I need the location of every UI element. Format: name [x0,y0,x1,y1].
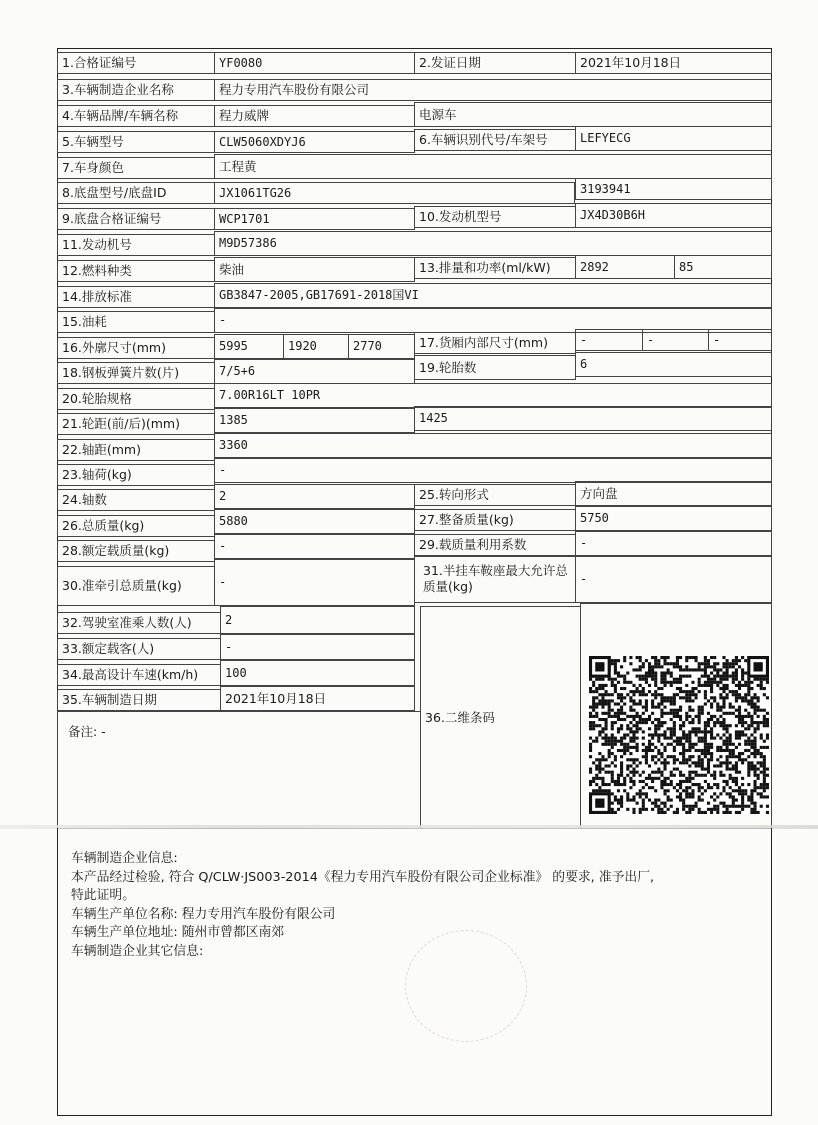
value-engine-model: JX4D30B6H [575,203,772,228]
certification-text: 特此证明。 [71,888,135,904]
label-certificate-number: 1.合格证编号 [57,52,215,74]
other-info: 车辆制造企业其它信息: [71,943,204,959]
value-wheelbase: 3360 [214,433,772,458]
value-power: 85 [674,255,772,279]
value-gross-mass: 5880 [214,509,415,534]
value-rated-passengers: - [220,634,415,660]
label-track: 21.轮距(前/后)(mm) [57,413,215,435]
label-axle-load: 23.轴荷(kg) [57,464,215,486]
value-rated-load: - [214,534,415,559]
label-qr-code: 36.二维条码 [420,606,581,829]
producer-address: 车辆生产单位地址: 随州市曾都区南郊 [71,925,285,941]
label-tire-spec: 20.轮胎规格 [57,388,215,410]
value-fuel-type: 柴油 [214,257,415,282]
label-wheelbase: 22.轴距(mm) [57,439,215,461]
label-chassis-model: 8.底盘型号/底盘ID [57,182,215,204]
label-towing-mass: 30.准牵引总质量(kg) [57,566,215,606]
label-load-coefficient: 29.载质量利用系数 [414,534,576,556]
value-vehicle-name: 电源车 [414,102,772,127]
label-fuel-type: 12.燃料种类 [57,260,215,282]
value-track-front: 1385 [214,408,415,433]
label-displacement-power: 13.排量和功率(ml/kW) [414,257,576,279]
value-width: 1920 [283,334,349,359]
value-cab-seats: 2 [220,606,415,634]
value-steering: 方向盘 [575,481,772,506]
label-axle-count: 24.轴数 [57,489,215,511]
label-rated-passengers: 33.额定载客(人) [57,638,221,660]
inspection-statement: 本产品经过检验, 符合 Q/CLW·JS003-2014《程力专用汽车股份有限公司企业标准》 的要求, 准予出厂, [71,869,655,885]
value-chassis-cert: WCP1701 [214,208,415,230]
value-engine-number: M9D57386 [214,231,772,256]
value-displacement: 2892 [575,255,675,279]
label-vehicle-model: 5.车辆型号 [57,131,215,153]
label-gross-mass: 26.总质量(kg) [57,515,215,537]
value-cargo-height: - [708,329,772,351]
value-body-color: 工程黄 [214,154,772,179]
label-cargo-dimensions: 17.货厢内部尺寸(mm) [414,332,576,354]
value-emission-standard: GB3847-2005,GB17691-2018国VI [214,283,772,308]
value-saddle-mass: - [575,556,772,603]
value-vehicle-model: CLW5060XDYJ6 [214,131,415,153]
value-length: 5995 [214,334,284,359]
label-manufacturer: 3.车辆制造企业名称 [57,79,215,101]
value-tire-count: 6 [575,352,772,377]
value-chassis-id: 3193941 [575,178,772,200]
label-curb-mass: 27.整备质量(kg) [414,509,576,531]
label-rated-load: 28.额定载质量(kg) [57,540,215,562]
value-load-coefficient: - [575,531,772,556]
label-leaf-springs: 18.钢板弹簧片数(片) [57,362,215,384]
value-certificate-number: YF0080 [214,52,415,74]
label-tire-count: 19.轮胎数 [414,355,576,380]
faint-seal [405,930,527,1042]
label-brand-name: 4.车辆品牌/车辆名称 [57,105,215,127]
remarks: 备注: - [57,711,421,829]
value-height: 2770 [348,334,415,359]
label-issue-date: 2.发证日期 [414,52,576,74]
value-axle-count: 2 [214,484,415,509]
info-heading: 车辆制造企业信息: [71,851,178,866]
value-towing-mass: - [214,559,415,606]
label-overall-dimensions: 16.外廓尺寸(mm) [57,337,215,359]
label-engine-number: 11.发动机号 [57,234,215,256]
value-manufacturer: 程力专用汽车股份有限公司 [214,79,772,101]
value-chassis-model: JX1061TG26 [214,182,575,204]
value-tire-spec: 7.00R16LT 10PR [214,383,772,408]
label-saddle-mass: 31.半挂车鞍座最大允许总质量(kg) [414,556,576,603]
value-curb-mass: 5750 [575,506,772,531]
value-leaf-springs: 7/5+6 [214,359,415,384]
qr-code-image [589,656,769,814]
label-engine-model: 10.发动机型号 [414,206,576,228]
value-manufacture-date: 2021年10月18日 [220,686,415,711]
value-fuel-consumption: - [214,308,772,333]
label-fuel-consumption: 15.油耗 [57,311,215,333]
value-issue-date: 2021年10月18日 [575,52,772,74]
label-max-speed: 34.最高设计车速(km/h) [57,664,221,686]
producer-name: 车辆生产单位名称: 程力专用汽车股份有限公司 [71,906,336,922]
label-vin: 6.车辆识别代号/车架号 [414,129,576,151]
value-brand: 程力威牌 [214,105,415,127]
label-chassis-cert: 9.底盘合格证编号 [57,208,215,230]
label-body-color: 7.车身颜色 [57,157,215,179]
label-cab-seats: 32.驾驶室准乘人数(人) [57,612,221,634]
label-manufacture-date: 35.车辆制造日期 [57,689,221,711]
value-cargo-width: - [642,329,709,351]
value-max-speed: 100 [220,660,415,686]
label-steering: 25.转向形式 [414,484,576,506]
value-vin: LEFYECG [575,126,772,151]
value-cargo-length: - [575,329,643,351]
label-emission-standard: 14.排放标准 [57,286,215,308]
value-axle-load: - [214,458,772,483]
value-track-rear: 1425 [414,406,772,431]
